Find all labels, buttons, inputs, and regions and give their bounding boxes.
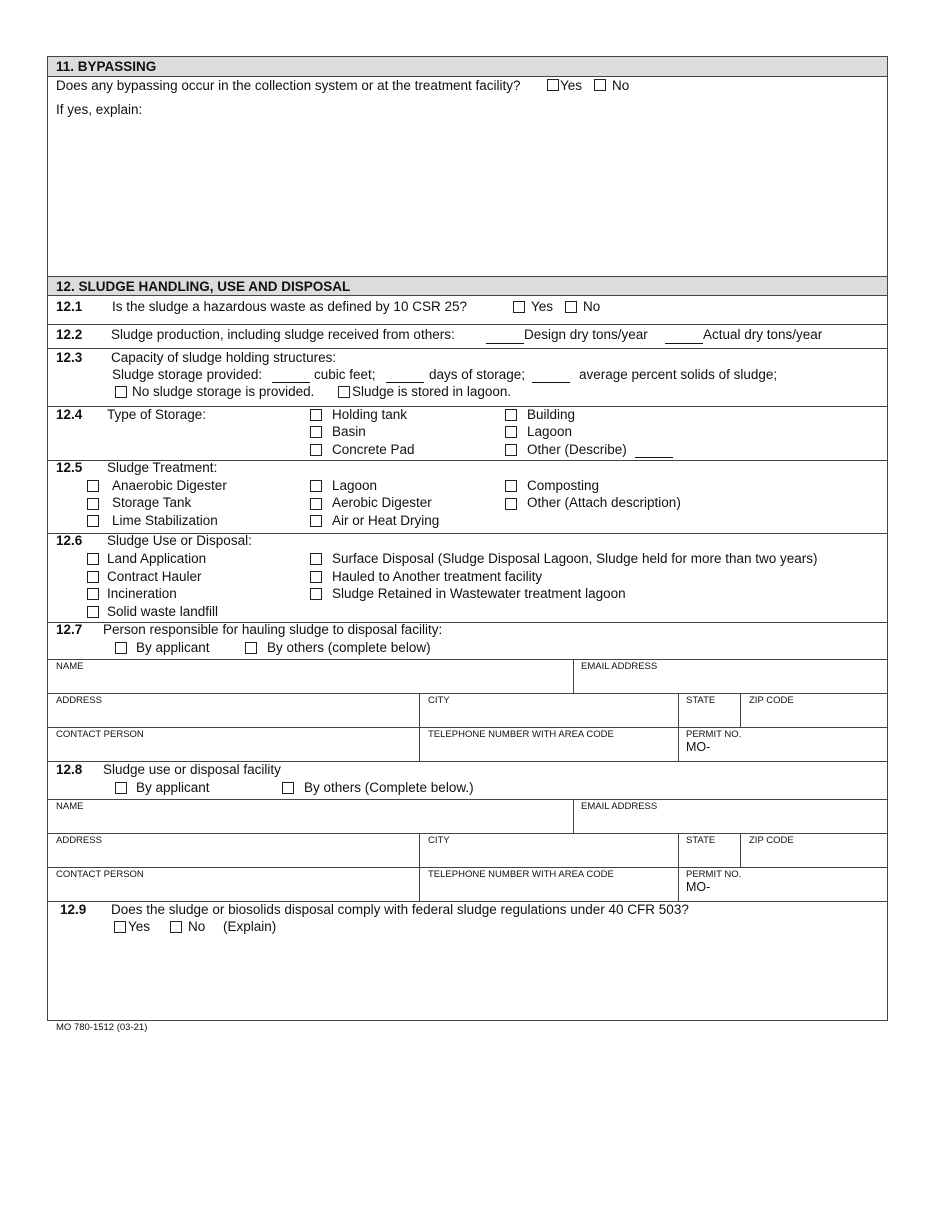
days-storage-label: days of storage;: [429, 367, 526, 382]
facility-state-label: STATE: [686, 835, 716, 846]
hauler-address-label: ADDRESS: [56, 695, 102, 706]
cubic-feet-input[interactable]: [272, 382, 310, 383]
storage-building-label: Building: [527, 407, 576, 422]
storage-other-label: Other (Describe): [527, 442, 627, 457]
no-storage-label: No sludge storage is provided.: [132, 384, 315, 399]
q123-number: 12.3: [56, 350, 83, 365]
divider: [48, 833, 887, 834]
section-12-header: 12. SLUDGE HANDLING, USE AND DISPOSAL: [48, 276, 887, 296]
use-landfill-label: Solid waste landfill: [107, 604, 219, 619]
bypassing-no-checkbox[interactable]: [594, 79, 606, 91]
use-contract-hauler-label: Contract Hauler: [107, 569, 202, 584]
q128-number: 12.8: [56, 762, 83, 777]
facility-permit-prefix: MO-: [686, 880, 711, 894]
storage-holding-tank-checkbox[interactable]: [310, 409, 322, 421]
q124-text: Type of Storage:: [107, 407, 207, 422]
hazardous-no-label: No: [583, 299, 601, 314]
facility-zip-label: ZIP CODE: [749, 835, 794, 846]
form-footer: MO 780-1512 (03-21): [56, 1022, 148, 1033]
treatment-storage-tank-checkbox[interactable]: [87, 498, 99, 510]
form-page: [47, 56, 888, 1021]
bypassing-yes-checkbox[interactable]: [547, 79, 559, 91]
treatment-anaerobic-label: Anaerobic Digester: [112, 478, 227, 493]
hauler-zip-label: ZIP CODE: [749, 695, 794, 706]
design-tons-input[interactable]: [486, 343, 524, 344]
facility-by-others-label: By others (Complete below.): [304, 780, 474, 795]
treatment-lime-checkbox[interactable]: [87, 515, 99, 527]
divider: [48, 693, 887, 694]
divider: [48, 659, 887, 660]
comply-no-checkbox[interactable]: [170, 921, 182, 933]
q129-text: Does the sludge or biosolids disposal comply with federal sludge regulations under 40 CFR 503?: [111, 902, 689, 917]
hauler-state-label: STATE: [686, 695, 716, 706]
divider: [48, 348, 887, 349]
q129-number: 12.9: [60, 902, 87, 917]
hazardous-no-checkbox[interactable]: [565, 301, 577, 313]
q121-number: 12.1: [56, 299, 83, 314]
actual-tons-input[interactable]: [665, 343, 703, 344]
use-retained-lagoon-checkbox[interactable]: [310, 588, 322, 600]
q127-text: Person responsible for hauling sludge to disposal facility:: [103, 622, 443, 637]
storage-concrete-pad-label: Concrete Pad: [332, 442, 415, 457]
treatment-anaerobic-checkbox[interactable]: [87, 480, 99, 492]
bypassing-yes-label: Yes: [560, 78, 583, 93]
bypassing-explain-area[interactable]: [56, 121, 876, 271]
hauling-by-others-checkbox[interactable]: [245, 642, 257, 654]
use-land-application-label: Land Application: [107, 551, 207, 566]
percent-solids-label: average percent solids of sludge;: [579, 367, 778, 382]
facility-phone-label: TELEPHONE NUMBER WITH AREA CODE: [428, 869, 614, 880]
storage-basin-label: Basin: [332, 424, 366, 439]
hauling-by-applicant-label: By applicant: [136, 640, 210, 655]
q122-text: Sludge production, including sludge received from others:: [111, 327, 455, 342]
divider: [48, 727, 887, 728]
use-incineration-label: Incineration: [107, 586, 177, 601]
storage-other-input[interactable]: [635, 457, 673, 458]
treatment-composting-checkbox[interactable]: [505, 480, 517, 492]
comply-no-label: No: [188, 919, 206, 934]
q126-text: Sludge Use or Disposal:: [107, 533, 252, 548]
actual-tons-label: Actual dry tons/year: [703, 327, 823, 342]
storage-basin-checkbox[interactable]: [310, 426, 322, 438]
facility-contact-label: CONTACT PERSON: [56, 869, 144, 880]
hauler-email-label: EMAIL ADDRESS: [581, 661, 658, 672]
q127-number: 12.7: [56, 622, 83, 637]
comply-yes-label: Yes: [128, 919, 151, 934]
facility-city-label: CITY: [428, 835, 450, 846]
comply-explain-label: (Explain): [223, 919, 277, 934]
hauler-permit-prefix: MO-: [686, 740, 711, 754]
q125-number: 12.5: [56, 460, 83, 475]
days-storage-input[interactable]: [386, 382, 424, 383]
treatment-other-checkbox[interactable]: [505, 498, 517, 510]
hazardous-yes-checkbox[interactable]: [513, 301, 525, 313]
q121-text: Is the sludge a hazardous waste as defined by 10 CSR 25?: [112, 299, 467, 314]
hauler-phone-label: TELEPHONE NUMBER WITH AREA CODE: [428, 729, 614, 740]
comply-yes-checkbox[interactable]: [114, 921, 126, 933]
facility-name-label: NAME: [56, 801, 84, 812]
facility-by-applicant-checkbox[interactable]: [115, 782, 127, 794]
section-11-header: 11. BYPASSING: [48, 57, 887, 77]
storage-lagoon-label: Lagoon: [527, 424, 573, 439]
divider: [740, 833, 741, 867]
treatment-composting-label: Composting: [527, 478, 600, 493]
use-incineration-checkbox[interactable]: [87, 588, 99, 600]
divider: [48, 324, 887, 325]
use-contract-hauler-checkbox[interactable]: [87, 571, 99, 583]
no-storage-checkbox[interactable]: [115, 386, 127, 398]
divider: [740, 693, 741, 727]
hauler-name-label: NAME: [56, 661, 84, 672]
percent-solids-input[interactable]: [532, 382, 570, 383]
facility-email-label: EMAIL ADDRESS: [581, 801, 658, 812]
facility-permit-label: PERMIT NO.: [686, 869, 742, 880]
q128-text: Sludge use or disposal facility: [103, 762, 281, 777]
treatment-lagoon-checkbox[interactable]: [310, 480, 322, 492]
treatment-aerobic-label: Aerobic Digester: [332, 495, 432, 510]
design-tons-label: Design dry tons/year: [524, 327, 648, 342]
use-hauled-another-checkbox[interactable]: [310, 571, 322, 583]
treatment-aerobic-checkbox[interactable]: [310, 498, 322, 510]
storage-concrete-pad-checkbox[interactable]: [310, 444, 322, 456]
divider: [573, 659, 574, 693]
bypassing-no-label: No: [612, 78, 630, 93]
cubic-feet-label: cubic feet;: [314, 367, 376, 382]
q123-text: Capacity of sludge holding structures:: [111, 350, 337, 365]
storage-other-checkbox[interactable]: [505, 444, 517, 456]
bypassing-question: Does any bypassing occur in the collection system or at the treatment facility?: [56, 78, 521, 93]
q125-text: Sludge Treatment:: [107, 460, 218, 475]
hauling-by-applicant-checkbox[interactable]: [115, 642, 127, 654]
q122-number: 12.2: [56, 327, 83, 342]
use-land-application-checkbox[interactable]: [87, 553, 99, 565]
hauling-by-others-label: By others (complete below): [267, 640, 431, 655]
facility-address-label: ADDRESS: [56, 835, 102, 846]
divider: [48, 867, 887, 868]
treatment-air-heat-label: Air or Heat Drying: [332, 513, 440, 528]
stored-in-lagoon-checkbox[interactable]: [338, 386, 350, 398]
storage-building-checkbox[interactable]: [505, 409, 517, 421]
storage-lagoon-checkbox[interactable]: [505, 426, 517, 438]
treatment-lime-label: Lime Stabilization: [112, 513, 218, 528]
use-surface-disposal-checkbox[interactable]: [310, 553, 322, 565]
hazardous-yes-label: Yes: [531, 299, 554, 314]
hauler-permit-label: PERMIT NO.: [686, 729, 742, 740]
storage-holding-tank-label: Holding tank: [332, 407, 408, 422]
q126-number: 12.6: [56, 533, 83, 548]
treatment-other-label: Other (Attach description): [527, 495, 681, 510]
treatment-lagoon-label: Lagoon: [332, 478, 378, 493]
use-hauled-another-label: Hauled to Another treatment facility: [332, 569, 543, 584]
storage-provided-label: Sludge storage provided:: [112, 367, 263, 382]
comply-explain-area[interactable]: [56, 939, 876, 1015]
treatment-storage-tank-label: Storage Tank: [112, 495, 192, 510]
facility-by-others-checkbox[interactable]: [282, 782, 294, 794]
hauler-city-label: CITY: [428, 695, 450, 706]
use-surface-disposal-label: Surface Disposal (Sludge Disposal Lagoon, Sludge held for more than two years): [332, 551, 818, 566]
q124-number: 12.4: [56, 407, 83, 422]
use-landfill-checkbox[interactable]: [87, 606, 99, 618]
divider: [48, 799, 887, 800]
use-retained-lagoon-label: Sludge Retained in Wastewater treatment lagoon: [332, 586, 626, 601]
stored-in-lagoon-label: Sludge is stored in lagoon.: [352, 384, 512, 399]
bypassing-explain-label: If yes, explain:: [56, 102, 143, 117]
facility-by-applicant-label: By applicant: [136, 780, 210, 795]
treatment-air-heat-checkbox[interactable]: [310, 515, 322, 527]
hauler-contact-label: CONTACT PERSON: [56, 729, 144, 740]
divider: [573, 799, 574, 833]
